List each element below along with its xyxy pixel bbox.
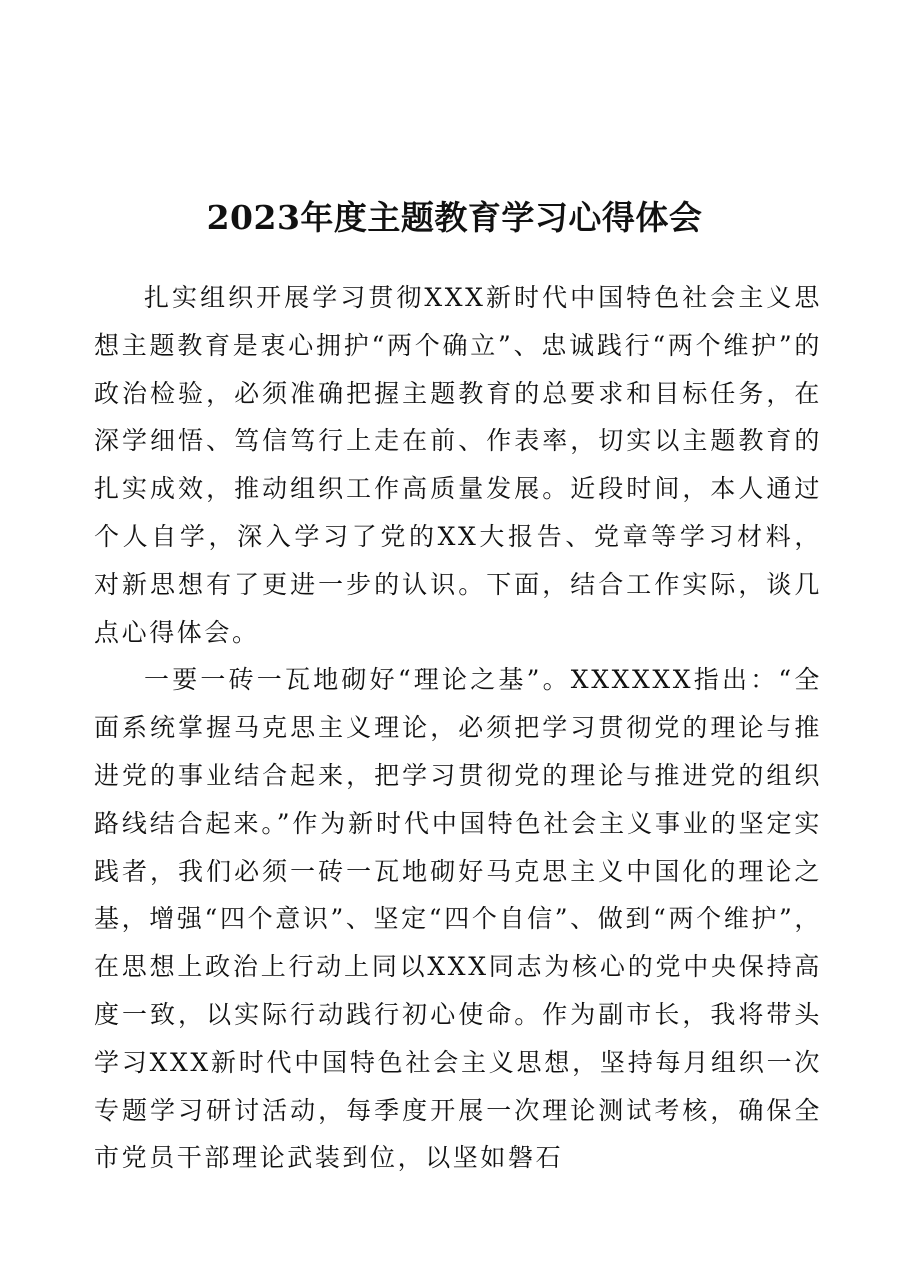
paragraph-intro: 扎实组织开展学习贯彻XXX新时代中国特色社会主义思想主题教育是衷心拥护“两个确立”、忠诚践行“两个维护”的政治检验，必须准确把握主题教育的总要求和目标任务，在深学细悟、笃信笃行上走在前、作表率，切实以主题教育的扎实成效，推动组织工作高质量发展。近段时间，本人通过个人自学，深入学习了党的XX大报告、党章等学习材料，对新思想有了更进一步的认识。下面，结合工作实际，谈几点心得体会。 [94, 283, 822, 647]
document-title: 2023年度主题教育学习心得体会 [206, 198, 703, 237]
paragraph-theory-foundation: 一要一砖一瓦地砌好“理论之基”。XXXXXX指出：“全面系统掌握马克思主义理论，必须把学习贯彻党的理论与推进党的事业结合起来，把学习贯彻党的理论与推进党的组织路线结合起来。”作为新时代中国特色社会主义事业的坚定实践者，我们必须一砖一瓦地砌好马克思主义中国化的理论之基，增强“四个意识”、坚定“四个自信”、做到“两个维护”，在思想上政治上行动上同以XXX同志为核心的党中央保持高度一致，以实际行动践行初心使命。作为副市长，我将带头学习XXX新时代中国特色社会主义思想，坚持每月组织一次专题学习研讨活动，每季度开展一次理论测试考核，确保全市党员干部理论武装到位，以坚如磐石 [94, 665, 822, 1173]
document-body [94, 274, 822, 1182]
